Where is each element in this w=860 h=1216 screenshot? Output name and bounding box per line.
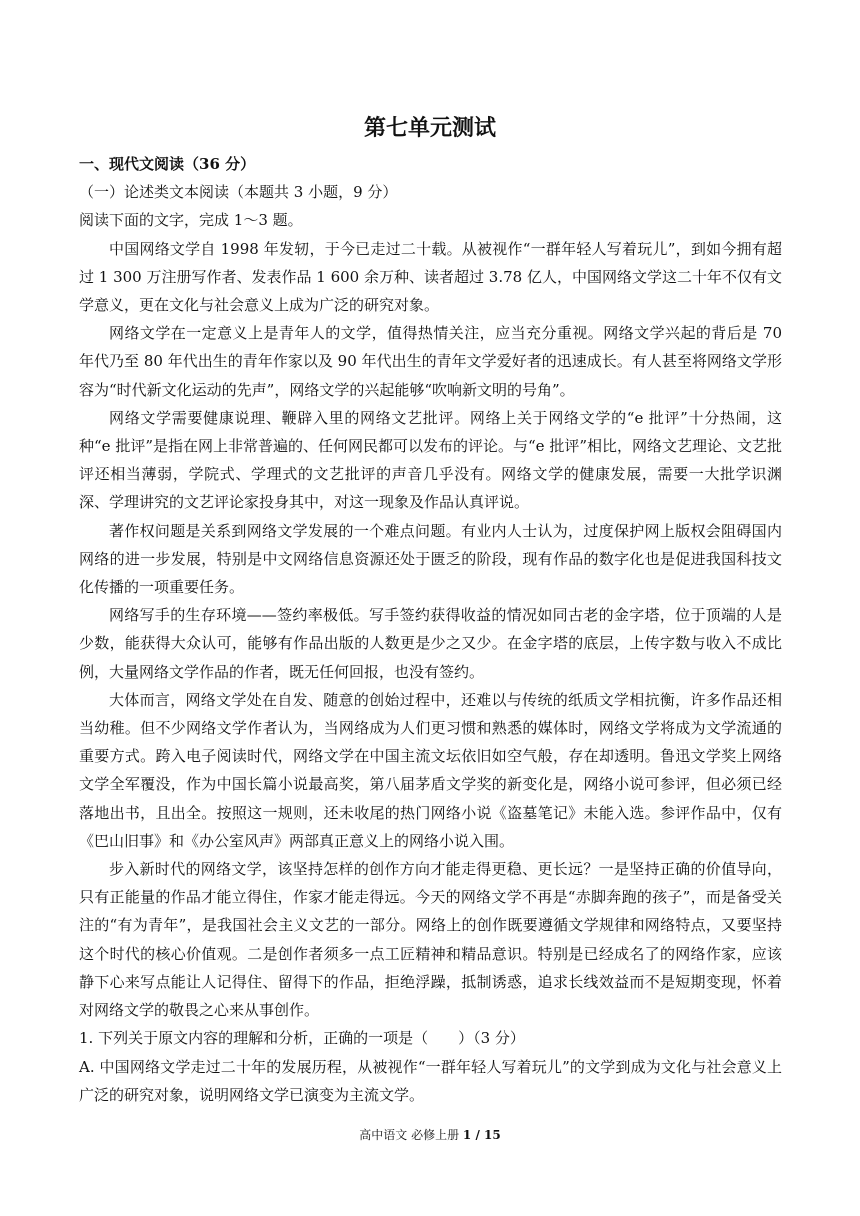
page-number: 1 / 15 (462, 1128, 501, 1142)
footer-subject: 高中语文 必修上册 (359, 1128, 463, 1142)
question-1: 1. 下列关于原文内容的理解和分析，正确的一项是（ ）（3 分） (79, 1029, 525, 1048)
paragraph-5: 网络写手的生存环境——签约率极低。写手签约获得收益的情况如同古老的金字塔，位于顶端的人是少数，能获得大众认可，能够有作品出版的人数更是少之又少。在金字塔的底层，上传字数与收入不成比例，大量网络文学作品的作者，既无任何回报，也没有签约。 (79, 606, 782, 681)
subsection-heading: （一）论述类文本阅读（本题共 3 小题，9 分） (79, 183, 398, 202)
paragraph-4: 著作权问题是关系到网络文学发展的一个难点问题。有业内人士认为，过度保护网上版权会阻碍国内网络的进一步发展，特别是中文网络信息资源还处于匮乏的阶段，现有作品的数字化也是促进我国科技文化传播的一项重要任务。 (79, 521, 782, 597)
question-1-option-a: A. 中国网络文学走过二十年的发展历程，从被视作“一群年轻人写着玩儿”的文学到成为文化与社会意义上广泛的研究对象，说明网络文学已演变为主流文学。 (79, 1057, 782, 1104)
paragraph-3: 网络文学需要健康说理、鞭辟入里的网络文艺批评。网络上关于网络文学的“e 批评”十分热闹，这种“e 批评”是指在网上非常普遍的、任何网民都可以发布的评论。与“e 批评”相比，网络文艺理论、文艺批评还相当薄弱，学院式、学理式的文艺批评的声音几乎没有。网络文学的健康发展，需要一大批学识渊深、学理讲究的文艺评论家投身其中，对这一现象及作品认真评说。 (79, 408, 782, 512)
paragraph-6: 大体而言，网络文学处在自发、随意的创始过程中，还难以与传统的纸质文学相抗衡，许多作品还相当幼稚。但不少网络文学作者认为，当网络成为人们更习惯和熟悉的媒体时，网络文学将成为文学流通的重要方式。跨入电子阅读时代，网络文学在中国主流文坛依旧如空气般，存在却透明。鲁迅文学奖上网络文学全军覆没，作为中国长篇小说最高奖，第八届茅盾文学奖的新变化是，网络小说可参评，但必须已经落地出书，且出全。按照这一规则，还未收尾的热门网络小说《盗墓笔记》未能入选。参评作品中，仅有《巴山旧事》和《办公室风声》两部真正意义上的网络小说入围。 (79, 690, 782, 850)
page-footer (0, 1126, 860, 1144)
reading-instruction: 阅读下面的文字，完成 1～3 题。 (79, 211, 303, 230)
section-heading: 一、现代文阅读（36 分） (79, 155, 256, 173)
paragraph-2: 网络文学在一定意义上是青年人的文学，值得热情关注，应当充分重视。网络文学兴起的背后是 70 年代乃至 80 年代出生的青年作家以及 90 年代出生的青年文学爱好者的迅速成长。有人甚至将网络文学形容为“时代新文化运动的先声”，网络文学的兴起能够“吹响新文明的号角”。 (79, 324, 782, 399)
paragraph-7: 步入新时代的网络文学，该坚持怎样的创作方向才能走得更稳、更长远？一是坚持正确的价值导向，只有正能量的作品才能立得住，作家才能走得远。今天的网络文学不再是“赤脚奔跑的孩子”，而是备受关注的“有为青年”，是我国社会主义文艺的一部分。网络上的创作既要遵循文学规律和网络特点，又要坚持这个时代的核心价值观。二是创作者须多一点工匠精神和精品意识。特别是已经成名了的网络作家，应该静下心来写点能让人记得住、留得下的作品，拒绝浮躁，抵制诱惑，追求长线效益而不是短期变现，怀着对网络文学的敬畏之心来从事创作。 (79, 860, 782, 1020)
page-title: 第七单元测试 (363, 115, 496, 141)
paragraph-1: 中国网络文学自 1998 年发轫，于今已走过二十载。从被视作“一群年轻人写着玩儿”，到如今拥有超过 1 300 万注册写作者、发表作品 1 600 余万种、读者超过 3.78 亿人，中国网络文学这二十年不仅有文学意义，更在文化与社会意义上成为广泛的研究对象。 (79, 239, 782, 315)
document-body (79, 150, 782, 1109)
